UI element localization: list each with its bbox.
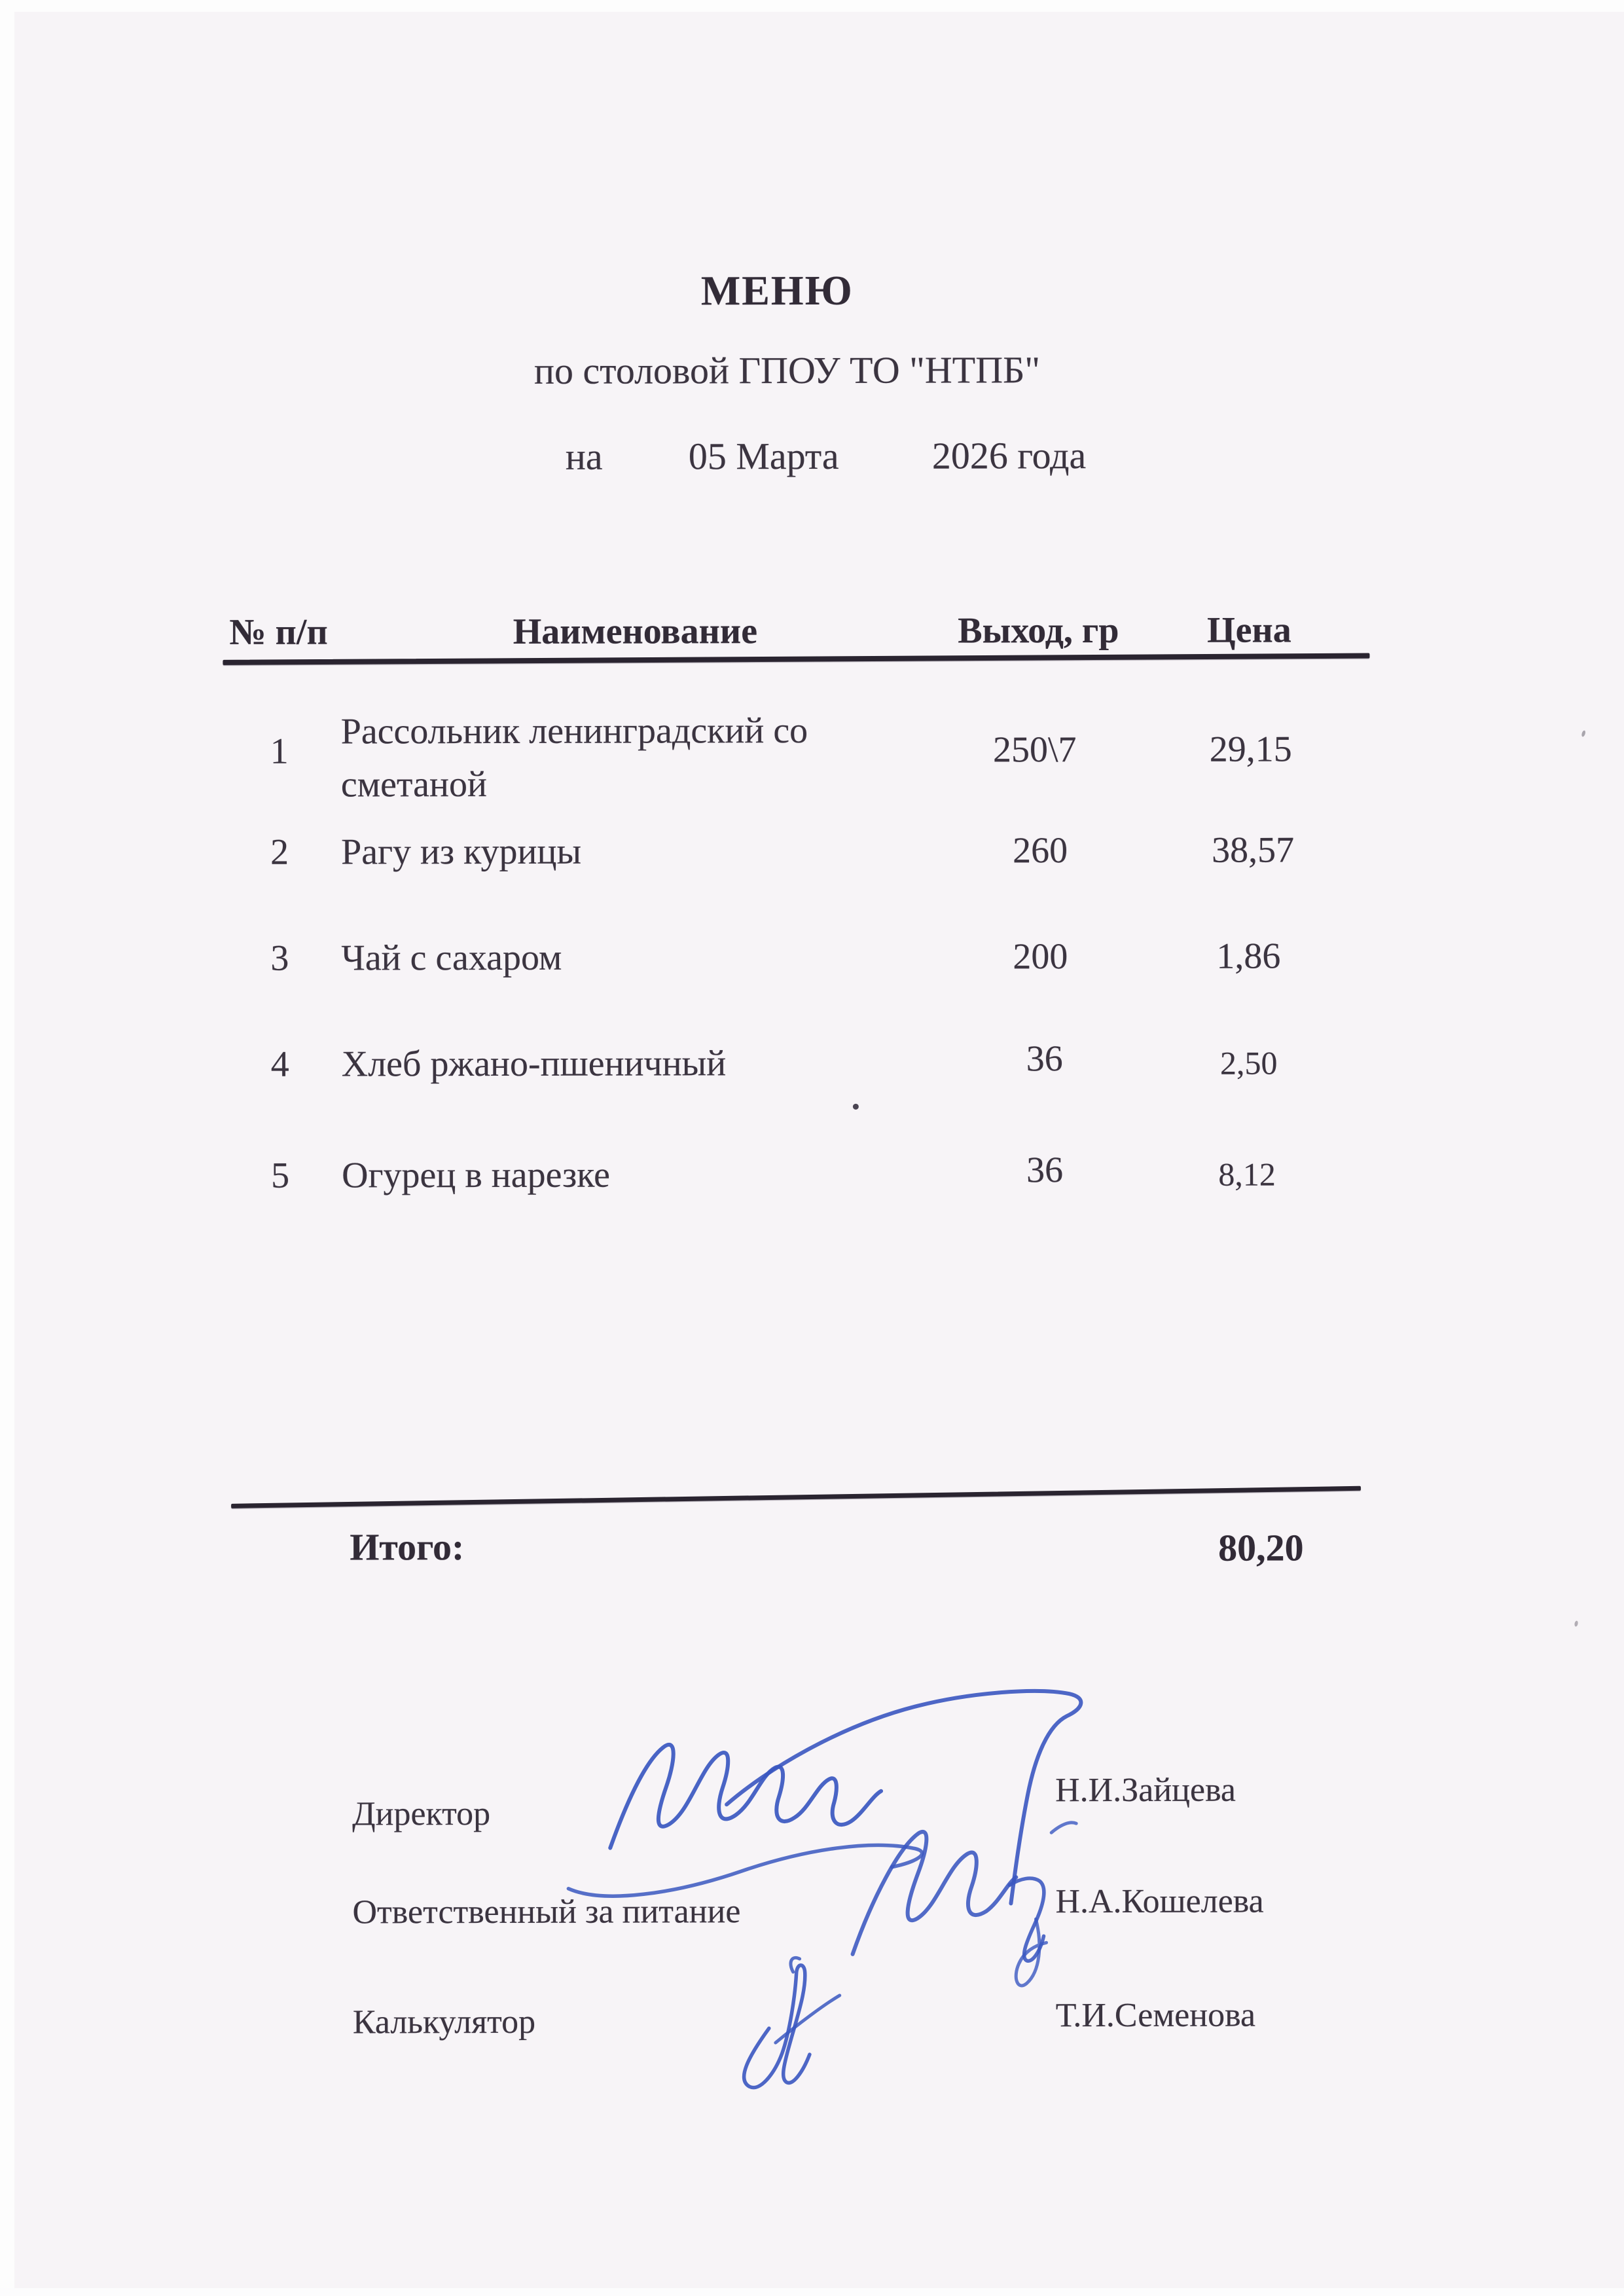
cell-price: 2,50 bbox=[1219, 1044, 1278, 1082]
total-value: 80,20 bbox=[1218, 1526, 1304, 1569]
cell-name: Чай с сахаром bbox=[341, 937, 562, 979]
signature-role-director: Директор bbox=[352, 1795, 491, 1833]
signature-name-calculator: Т.И.Семенова bbox=[1055, 1996, 1256, 2035]
column-header-output: Выход, гр bbox=[958, 610, 1119, 651]
signature-name-director: Н.И.Зайцева bbox=[1055, 1771, 1236, 1810]
cell-num: 5 bbox=[271, 1155, 290, 1196]
column-header-name: Наименование bbox=[513, 611, 758, 652]
cell-num: 2 bbox=[270, 831, 289, 873]
cell-name: Хлеб ржано-пшеничный bbox=[341, 1043, 727, 1085]
director-signature-ink bbox=[568, 1691, 1081, 1904]
page-title: МЕНЮ bbox=[700, 266, 854, 314]
cell-output: 260 bbox=[1012, 830, 1068, 871]
calculator-signature-ink bbox=[744, 1958, 840, 2087]
column-header-price: Цена bbox=[1206, 610, 1291, 651]
date-prefix: на bbox=[565, 435, 603, 478]
ink-speck bbox=[853, 1104, 859, 1110]
page-subtitle: по столовой ГПОУ ТО "НТПБ" bbox=[533, 348, 1041, 392]
column-header-num: № п/п bbox=[229, 611, 328, 653]
signature-role-food-manager: Ответственный за питание bbox=[352, 1893, 741, 1931]
cell-price: 8,12 bbox=[1218, 1156, 1276, 1193]
date-year: 2026 года bbox=[931, 434, 1087, 477]
cell-price: 1,86 bbox=[1216, 936, 1281, 977]
cell-name: Рагу из курицы bbox=[340, 831, 582, 873]
cell-price: 38,57 bbox=[1211, 829, 1295, 871]
cell-price: 29,15 bbox=[1209, 729, 1292, 770]
food-manager-signature-ink bbox=[852, 1823, 1077, 1986]
cell-num: 1 bbox=[270, 731, 289, 772]
signature-role-calculator: Калькулятор bbox=[352, 2003, 536, 2041]
date-day-month: 05 Марта bbox=[688, 434, 839, 478]
cell-output: 250\7 bbox=[992, 729, 1077, 771]
signature-name-food-manager: Н.А.Кошелева bbox=[1055, 1882, 1264, 1921]
cell-name: Рассольник ленинградский со сметаной bbox=[340, 710, 808, 805]
total-label: Итого: bbox=[350, 1525, 465, 1569]
cell-output: 200 bbox=[1013, 936, 1068, 977]
cell-num: 3 bbox=[270, 938, 289, 979]
cell-name: Огурец в нарезке bbox=[342, 1154, 610, 1196]
cell-output: 36 bbox=[1026, 1150, 1064, 1191]
cell-output: 36 bbox=[1026, 1038, 1063, 1080]
cell-num: 4 bbox=[270, 1044, 289, 1085]
